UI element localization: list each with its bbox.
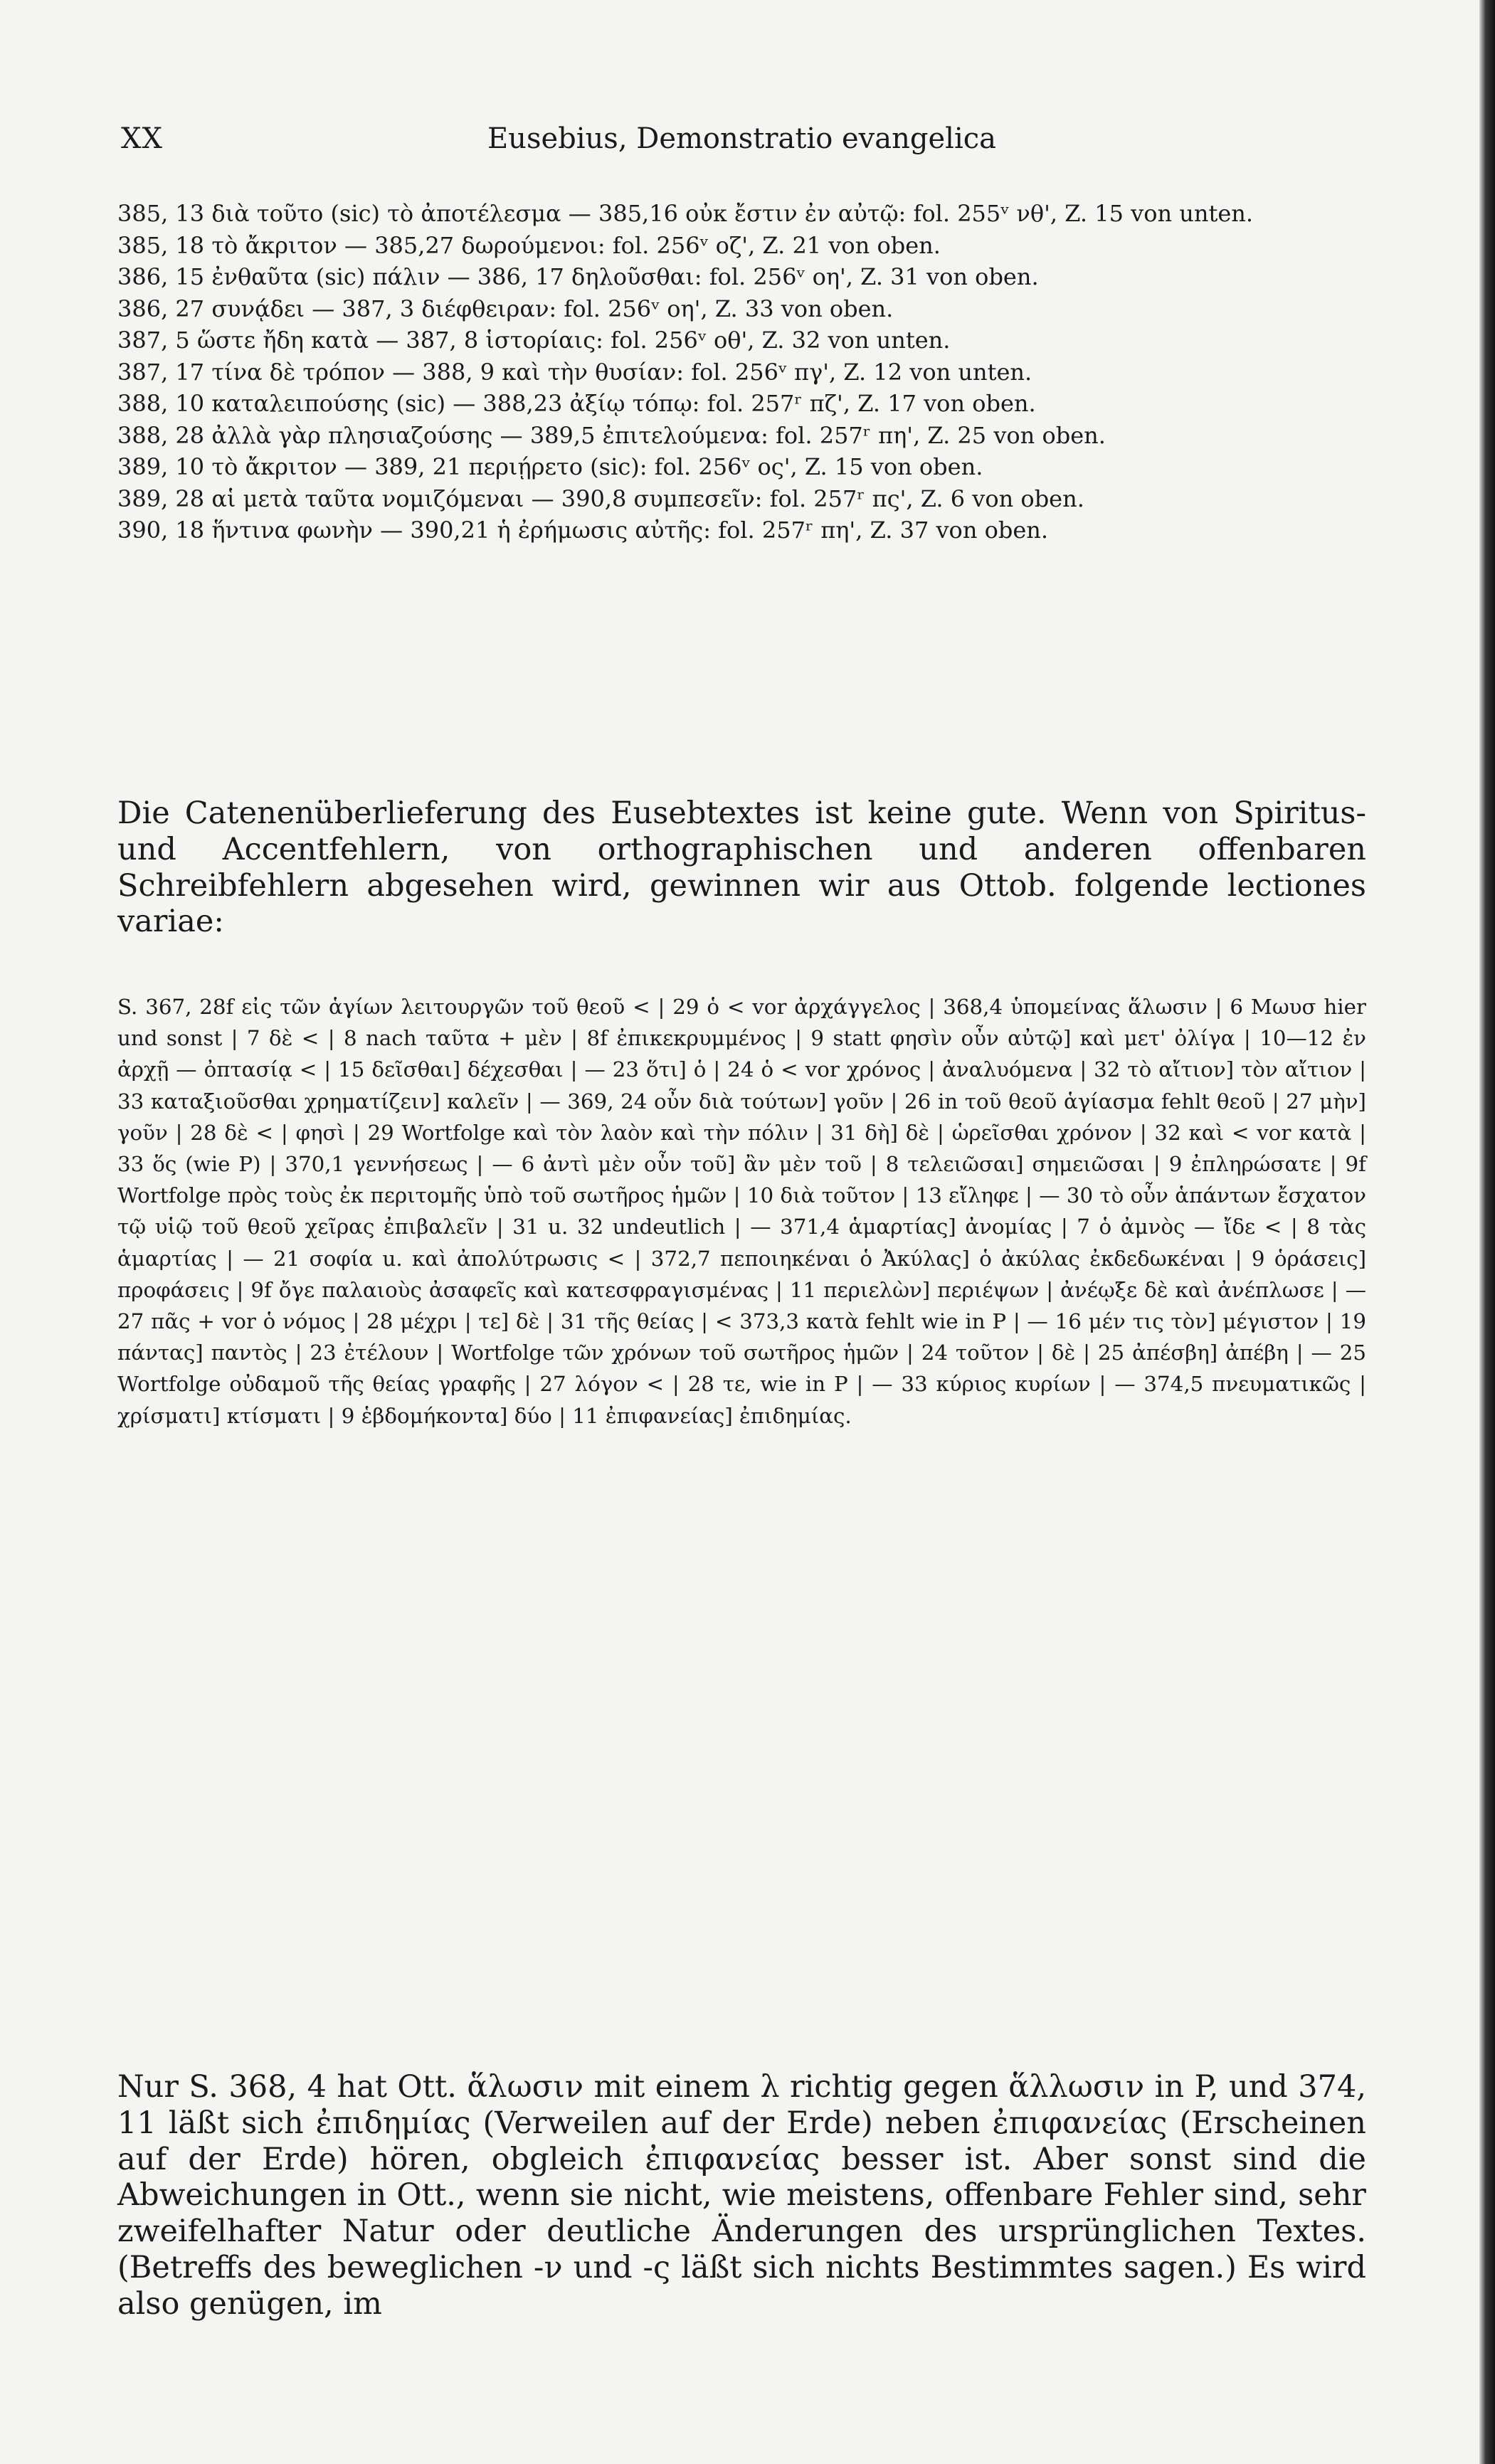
running-title: Eusebius, Demonstratio evangelica (487, 122, 997, 155)
body-text: Die Catenenüberlieferung des Eusebtextes ist keine gute. Wenn von Spiritus- und Accentfehlern, von orthographischen und anderen offenbaren Schreibfehlern abgesehen wird, gewinnen wir aus Ottob. folgende lectiones variae: (117, 795, 1366, 940)
page-header (121, 122, 1363, 155)
scan-edge (1479, 0, 1495, 2464)
collation-entry: 386, 15 ἐνθαῦτα (sic) πάλιν — 386, 17 δηλοῦσθαι: fol. 256ᵛ οη', Z. 31 von oben. (117, 263, 1039, 290)
collation-entry: 390, 18 ἥντινα φωνὴν — 390,21 ἡ ἐρήμωσις αὐτῆς: fol. 257ʳ πη', Z. 37 von oben. (117, 517, 1049, 544)
collation-list (117, 198, 1366, 546)
collation-entry: 389, 28 αἱ μετὰ ταῦτα νομιζόμεναι — 390,8 συμπεσεῖν: fol. 257ʳ πς', Z. 6 von oben. (117, 485, 1084, 512)
paragraph-catena (117, 795, 1366, 940)
page-number: XX (121, 122, 163, 155)
collation-entry: 386, 27 συνᾴδει — 387, 3 διέφθειραν: fol. 256ᵛ οη', Z. 33 von oben. (117, 295, 894, 322)
collation-entry: 387, 5 ὥστε ἤδη κατὰ — 387, 8 ἱστορίαις: fol. 256ᵛ οθ', Z. 32 von unten. (117, 327, 951, 354)
collation-entry: 385, 13 διὰ τοῦτο (sic) τὸ ἀποτέλεσμα — 385,16 οὐκ ἔστιν ἐν αὐτῷ: fol. 255ᵛ νθ', Z. 15 von unten. (117, 200, 1254, 227)
variants-apparatus (117, 991, 1366, 1432)
paragraph-evaluation (117, 2069, 1366, 2322)
apparatus-text: S. 367, 28f εἰς τῶν ἁγίων λειτουργῶν τοῦ θεοῦ < | 29 ὁ < vor ἀρχάγγελος | 368,4 ὑπομείνας ἅλωσιν | 6 Μωυσ hier und sonst | 7 δὲ < | 8 nach ταῦτα + μὲν | 8f ἐπικεκρυμμένος | 9 statt φησὶν οὖν αὐτῷ] καὶ μετ' ὀλίγα | 10—12 ἐν ἀρχῇ — ὀπτασίᾳ < | 15 δεῖσθαι] δέχεσθαι | — 23 ὅτι] ὁ | 24 ὁ < vor χρόνος | ἀναλυόμενα | 32 τὸ αἴτιον] τὸν αἴτιον | 33 καταξιοῦσθαι χρηματίζειν] καλεῖν | — 369, 24 οὖν διὰ τούτων] γοῦν | 26 in τοῦ θεοῦ ἁγίασμα fehlt θεοῦ | 27 μὴν] γοῦν | 28 δὲ < | φησὶ | 29 Wortfolge καὶ τὸν λαὸν καὶ τὴν πόλιν | 31 δὴ] δὲ | ὡρεῖσθαι χρόνον | 32 καὶ < vor κατὰ | 33 ὅς (wie P) | 370,1 γεννήσεως | — 6 ἀντὶ μὲν οὖν τοῦ] ἂν μὲν τοῦ | 8 τελειῶσαι] σημειῶσαι | 9 ἐπληρώσατε | 9f Wortfolge πρὸς τοὺς ἐκ περιτομῆς ὑπὸ τοῦ σωτῆρος ἡμῶν | 10 διὰ τοῦτον | 13 εἴληφε | — 30 τὸ οὖν ἁπάντων ἔσχατον τῷ υἱῷ τοῦ θεοῦ χεῖρας ἐπιβαλεῖν | 31 u. 32 undeutlich | — 371,4 ἁμαρτίας] ἀνομίας | 7 ὁ ἀμνὸς — ἴδε < | 8 τὰς ἁμαρτίας | — 21 σοφία u. καὶ ἀπολύτρωσις < | 372,7 πεποιηκέναι ὁ Ἀκύλας] ὁ ἀκύλας ἐκδεδωκέναι | 9 ὁράσεις] προφάσεις | 9f ὄγε παλαιοὺς ἀσαφεῖς καὶ κατεσφραγισμένας | 11 περιελὼν] περιέψων | ἀνέῳξε δὲ καὶ ἀνέπλωσε | — 27 πᾶς + vor ὁ νόμος | 28 μέχρι | τε] δὲ | 31 τῆς θείας | < 373,3 κατὰ fehlt wie in P | — 16 μέν τις τὸν] μέγιστον | 19 πάντας] παντὸς | 23 ἐτέλουν | Wortfolge τῶν χρόνων τοῦ σωτῆρος ἡμῶν | 24 τοῦτον | δὲ | 25 ἀπέσβη] ἀπέβη | — 25 Wortfolge οὐδαμοῦ τῆς θείας γραφῆς | 27 λόγον < | 28 τε, wie in P | — 33 κύριος κυρίων | — 374,5 πνευματικῶς | χρίσματι] κτίσματι | 9 ἑβδομήκοντα] δύο | 11 ἐπιφανείας] ἐπιδημίας. (117, 995, 1366, 1428)
collation-entry: 385, 18 τὸ ἄκριτον — 385,27 δωρούμενοι: fol. 256ᵛ οζ', Z. 21 von oben. (117, 231, 941, 259)
collation-entry: 388, 28 ἀλλὰ γὰρ πλησιαζούσης — 389,5 ἐπιτελούμενα: fol. 257ʳ πη', Z. 25 von oben. (117, 421, 1106, 449)
collation-entry: 389, 10 τὸ ἄκριτον — 389, 21 περιῄρετο (sic): fol. 256ᵛ ος', Z. 15 von oben. (117, 453, 983, 480)
body-text: Nur S. 368, 4 hat Ott. ἅλωσιν mit einem λ richtig gegen ἅλλωσιν in P, und 374, 11 läßt sich ἐπιδημίας (Verweilen auf der Erde) neben ἐπιφανείας (Erscheinen auf der Erde) hören, obgleich ἐπιφανείας besser ist. Aber sonst sind die Abweichungen in Ott., wenn sie nicht, wie meistens, offenbare Fehler sind, sehr zweifelhafter Natur oder deutliche Änderungen des ursprünglichen Textes. (Betreffs des beweglichen -ν und -ς läßt sich nichts Bestimmtes sagen.) Es wird also genügen, im (117, 2069, 1366, 2322)
collation-entry: 388, 10 καταλειπούσης (sic) — 388,23 ἀξίῳ τόπῳ: fol. 257ʳ πζ', Z. 17 von oben. (117, 390, 1036, 417)
collation-entry: 387, 17 τίνα δὲ τρόπον — 388, 9 καὶ τὴν θυσίαν: fol. 256ᵛ πγ', Z. 12 von unten. (117, 358, 1032, 386)
